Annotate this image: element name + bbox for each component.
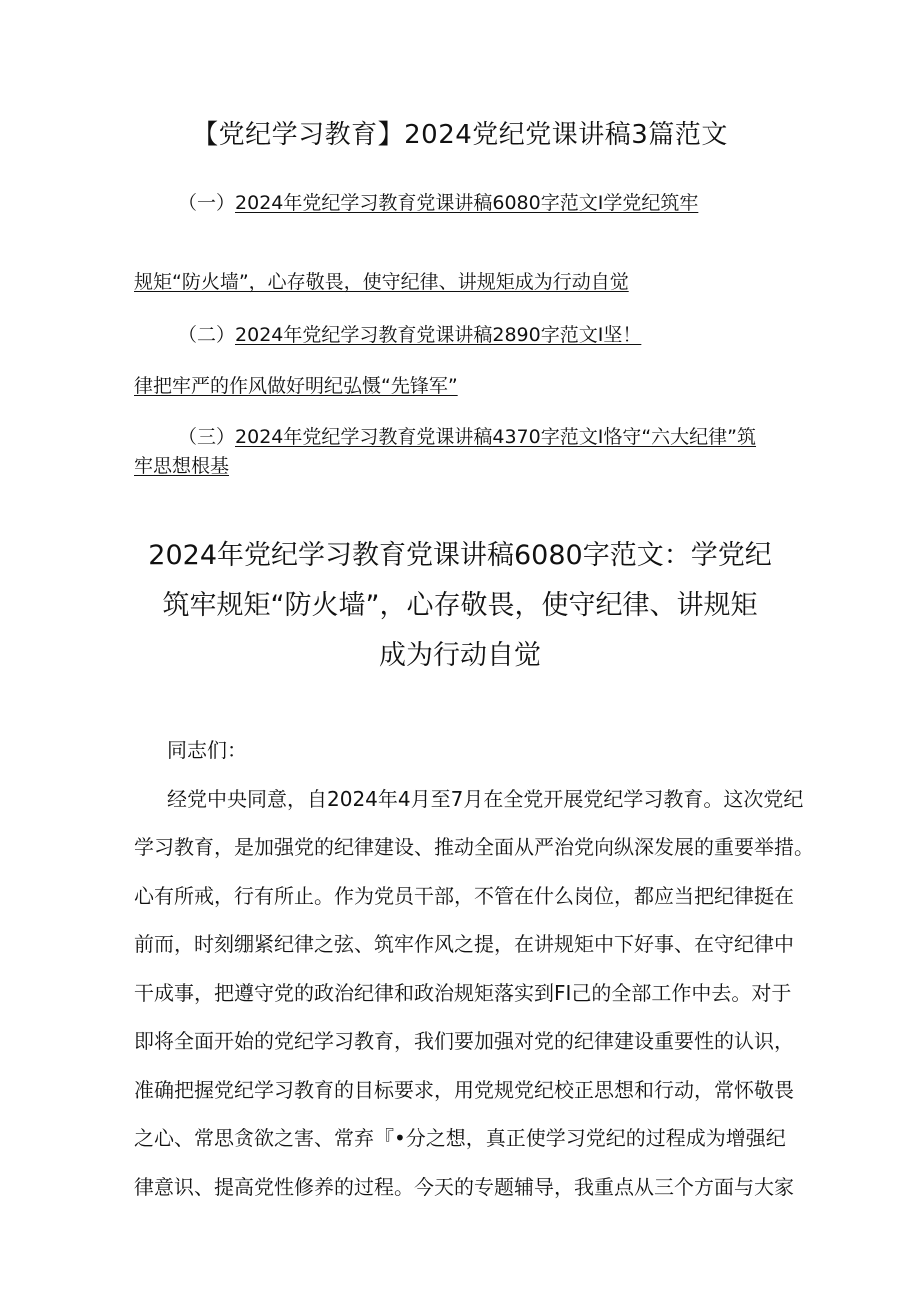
toc-item-3-line-2 [134, 453, 229, 479]
document-title: 【党纪学习教育】2024党纪党课讲稿3篇范文 [192, 120, 728, 150]
paragraph-line: 准确把握党纪学习教育的目标要求，用党规党纪校正思想和行动，常怀敬畏 [134, 1078, 794, 1102]
toc-item-3-prefix: （三） [178, 426, 236, 448]
greeting: 同志们： [167, 738, 247, 762]
toc-item-2-prefix: （二） [178, 324, 236, 346]
toc-item-2-line-2 [134, 373, 458, 399]
toc-item-1-link[interactable]: 2024年党纪学习教育党课讲稿6080字范文I学党纪筑牢 [235, 192, 699, 214]
toc-item-1-line-2 [134, 269, 629, 295]
paragraph-line: 即将全面开始的党纪学习教育，我们要加强对党的纪律建设重要性的认识， [134, 1029, 794, 1053]
toc-item-1-link-continued[interactable]: 规矩“防火墙”，心存敬畏，使守纪律、讲规矩成为行动自觉 [134, 271, 629, 293]
toc-item-3-line-1 [178, 424, 756, 450]
paragraph-line: 经党中央同意，自2024年4月至7月在全党开展党纪学习教育。这次党纪 [167, 787, 804, 811]
toc-item-2-link-continued[interactable]: 律把牢严的作风做好明纪弘慑“先锋军” [134, 375, 458, 397]
section-title-line-2: 筑牢规矩“防火墙”，心存敬畏，使守纪律、讲规矩 [162, 590, 758, 621]
paragraph-line: 学习教育，是加强党的纪律建设、推动全面从严治党向纵深发展的重要举措。 [134, 835, 814, 859]
toc-item-2-link[interactable]: 2024年党纪学习教育党课讲稿2890字范文I坚！ [235, 324, 642, 346]
toc-item-1-line-1 [178, 190, 698, 216]
toc-item-3-link-continued[interactable]: 牢思想根基 [134, 455, 230, 477]
toc-item-3-link[interactable]: 2024年党纪学习教育党课讲稿4370字范文I恪守“六大纪律”筑 [235, 426, 757, 448]
paragraph-line: 心有所戒，行有所止。作为党员干部，不管在什么岗位，都应当把纪律挺在 [134, 884, 794, 908]
toc-item-1-prefix: （一） [178, 192, 236, 214]
paragraph-line: 之心、常思贪欲之害、常弃『•分之想，真正使学习党纪的过程成为增强纪 [134, 1126, 786, 1150]
section-title-line-1: 2024年党纪学习教育党课讲稿6080字范文：学党纪 [148, 540, 772, 571]
paragraph-line: 干成事，把遵守党的政治纪律和政治规矩落实到FI己的全部工作中去。对于 [134, 981, 792, 1005]
paragraph-line: 前而，时刻绷紧纪律之弦、筑牢作风之提，在讲规矩中下好事、在守纪律中 [134, 932, 794, 956]
toc-item-2-line-1 [178, 322, 641, 348]
paragraph-line: 律意识、提高党性修养的过程。今天的专题辅导，我重点从三个方面与大家 [134, 1175, 794, 1199]
section-title-line-3: 成为行动自觉 [379, 640, 541, 671]
